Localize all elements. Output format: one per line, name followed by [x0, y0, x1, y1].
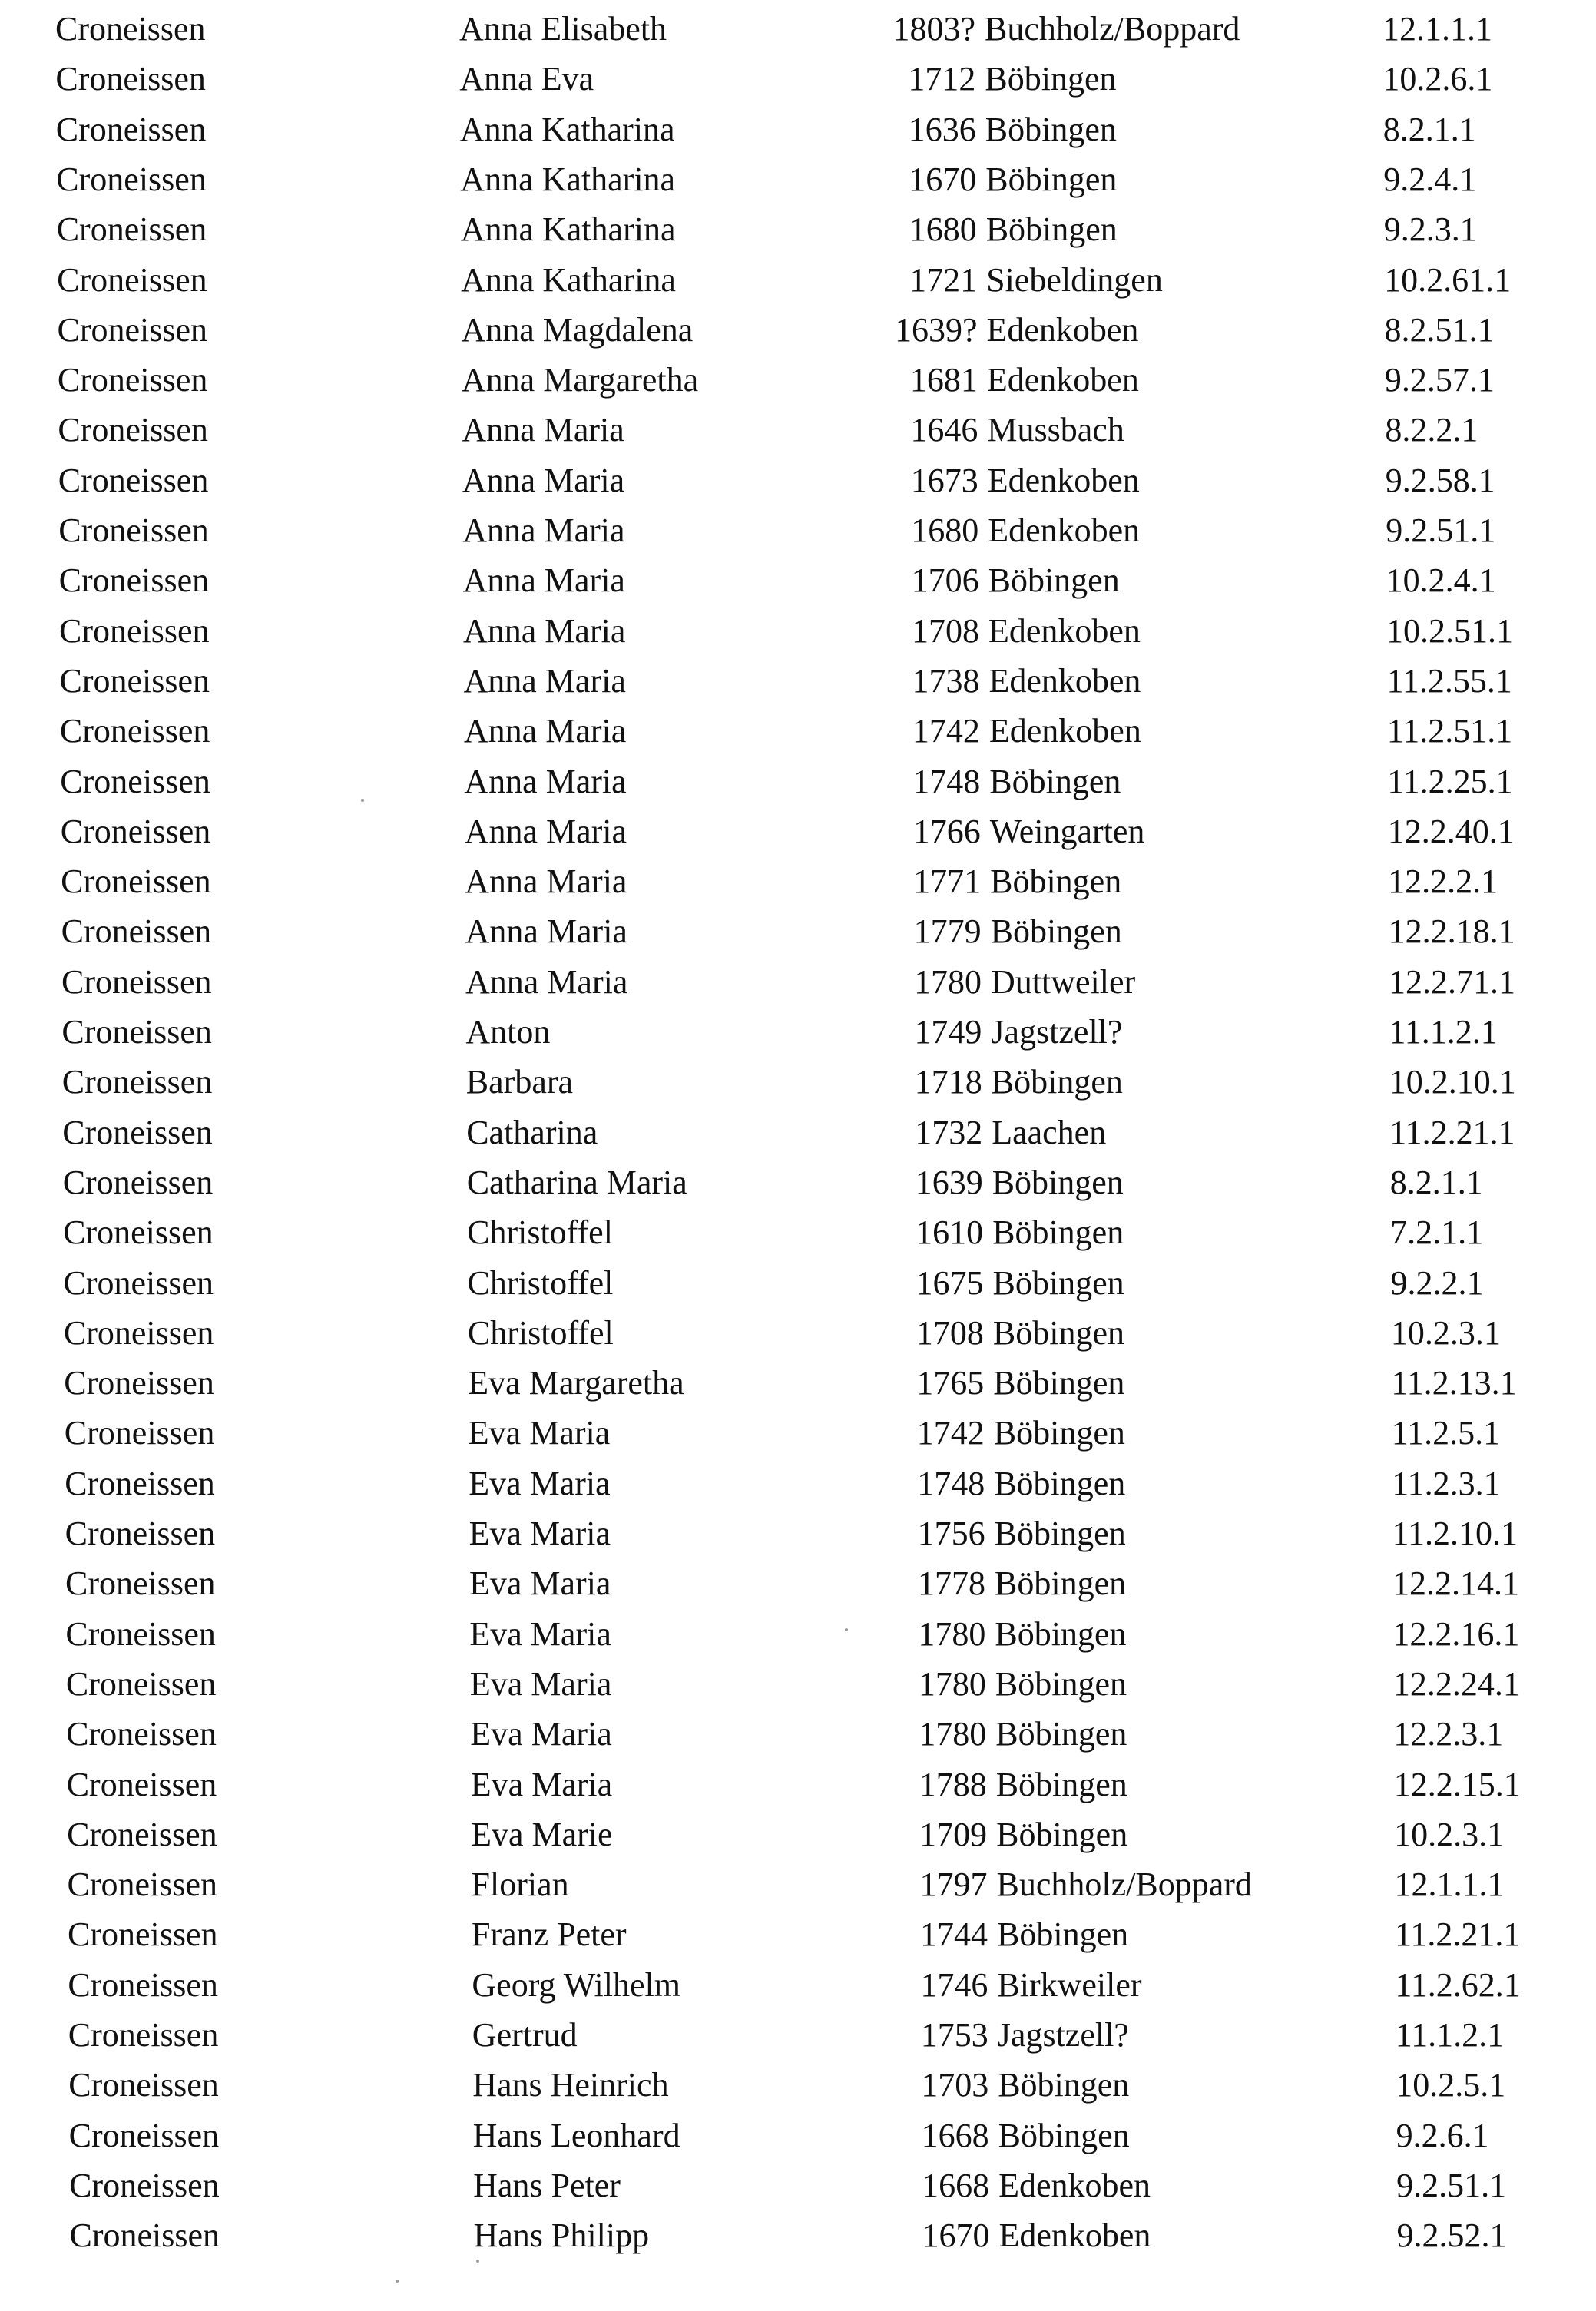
place-cell: Böbingen: [988, 561, 1120, 600]
surname-cell: Croneissen: [65, 1564, 216, 1603]
reference-code-cell: 8.2.1.1: [1389, 1163, 1483, 1201]
year-cell: 1675: [916, 1263, 984, 1302]
year-cell: 1771: [913, 862, 982, 901]
reference-code-cell: 12.1.1.1: [1382, 10, 1492, 48]
record-row: [10, 1509, 1596, 1558]
record-row: [7, 1058, 1596, 1107]
place-cell: Böbingen: [992, 1263, 1124, 1302]
year-cell: 1670: [922, 2217, 990, 2255]
reference-code-cell: 11.2.21.1: [1389, 1113, 1515, 1151]
surname-cell: Croneissen: [61, 862, 211, 901]
year-cell: 1673: [910, 461, 978, 499]
year-cell: 1742: [916, 1414, 985, 1452]
given-name-cell: Catharina: [466, 1113, 598, 1151]
place-cell: Buchholz/Boppard: [985, 10, 1240, 48]
given-name-cell: Eva Maria: [470, 1715, 612, 1753]
surname-cell: Croneissen: [63, 1263, 214, 1302]
reference-code-cell: 9.2.52.1: [1396, 2217, 1507, 2255]
reference-code-cell: 11.2.25.1: [1387, 762, 1513, 800]
surname-cell: Croneissen: [68, 1915, 218, 1954]
place-cell: Böbingen: [993, 1414, 1125, 1452]
reference-code-cell: 11.1.2.1: [1389, 1013, 1498, 1051]
surname-cell: Croneissen: [58, 411, 208, 449]
given-name-cell: Eva Maria: [469, 1614, 611, 1653]
record-row: [12, 1860, 1596, 1909]
place-cell: Böbingen: [998, 2066, 1130, 2104]
place-cell: Böbingen: [995, 1664, 1127, 1703]
place-cell: Böbingen: [985, 60, 1117, 98]
year-cell: 1680: [909, 210, 977, 249]
reference-code-cell: 11.2.51.1: [1386, 712, 1513, 750]
year-cell: 1738: [912, 661, 980, 700]
year-cell: 1780: [919, 1715, 987, 1753]
given-name-cell: Hans Leonhard: [472, 2116, 680, 2154]
year-cell: 1742: [912, 712, 980, 750]
record-row: [13, 2011, 1596, 2060]
place-cell: Edenkoben: [988, 661, 1141, 700]
place-cell: Siebeldingen: [986, 260, 1163, 299]
record-row: [6, 958, 1596, 1007]
year-cell: 1639?: [894, 310, 978, 349]
scan-speck: [361, 799, 364, 802]
surname-cell: Croneissen: [57, 310, 208, 349]
place-cell: Böbingen: [995, 1715, 1127, 1753]
reference-code-cell: 9.2.4.1: [1383, 160, 1477, 198]
reference-code-cell: 9.2.51.1: [1386, 512, 1496, 549]
surname-cell: Croneissen: [65, 1664, 217, 1703]
reference-code-cell: 10.2.6.1: [1382, 60, 1493, 98]
reference-code-cell: 11.2.13.1: [1391, 1364, 1517, 1402]
surname-cell: Croneissen: [63, 1213, 214, 1252]
place-cell: Edenkoben: [986, 310, 1139, 349]
record-row: [2, 306, 1596, 355]
year-cell: 1610: [916, 1213, 984, 1252]
record-row: [3, 456, 1596, 505]
year-cell: 1681: [909, 361, 978, 399]
surname-cell: Croneissen: [55, 10, 206, 48]
surname-cell: Croneissen: [64, 1414, 215, 1452]
year-cell: 1732: [915, 1113, 983, 1151]
reference-code-cell: 11.2.21.1: [1395, 1915, 1521, 1954]
place-cell: Böbingen: [994, 1515, 1126, 1552]
surname-cell: Croneissen: [65, 1515, 216, 1552]
given-name-cell: Anna Maria: [462, 561, 625, 600]
year-cell: 1668: [921, 2116, 989, 2154]
surname-cell: Croneissen: [60, 812, 211, 850]
given-name-cell: Anna Maria: [463, 661, 626, 700]
year-cell: 1766: [912, 812, 981, 850]
record-row: [2, 205, 1596, 254]
given-name-cell: Christoffel: [467, 1263, 614, 1302]
reference-code-cell: 12.2.40.1: [1387, 812, 1515, 850]
year-cell: 1748: [917, 1464, 985, 1502]
given-name-cell: Anna Margaretha: [461, 361, 699, 399]
reference-code-cell: 11.1.2.1: [1395, 2016, 1505, 2054]
place-cell: Böbingen: [992, 1313, 1125, 1352]
place-cell: Edenkoben: [986, 361, 1139, 399]
given-name-cell: Barbara: [465, 1063, 574, 1101]
surname-cell: Croneissen: [58, 512, 209, 549]
place-cell: Böbingen: [990, 912, 1122, 951]
record-row: [5, 657, 1596, 706]
year-cell: 1780: [914, 962, 982, 1001]
place-cell: Edenkoben: [998, 2217, 1151, 2255]
year-cell: 1748: [912, 762, 981, 800]
record-row: [12, 1810, 1596, 1859]
year-cell: 1721: [909, 260, 978, 299]
given-name-cell: Christoffel: [467, 1213, 613, 1252]
year-cell: 1708: [912, 611, 979, 650]
given-name-cell: Anna Maria: [462, 461, 625, 499]
reference-code-cell: 11.2.3.1: [1392, 1464, 1501, 1502]
surname-cell: Croneissen: [69, 2166, 220, 2204]
reference-code-cell: 12.2.18.1: [1388, 912, 1515, 951]
surname-cell: Croneissen: [68, 2066, 219, 2104]
record-row: [8, 1158, 1596, 1207]
surname-cell: Croneissen: [67, 1815, 217, 1853]
year-cell: 1668: [922, 2166, 990, 2204]
surname-cell: Croneissen: [68, 2016, 219, 2054]
given-name-cell: Eva Maria: [469, 1664, 612, 1703]
surname-cell: Croneissen: [58, 461, 209, 499]
year-cell: 1718: [914, 1063, 982, 1101]
place-cell: Duttweiler: [991, 962, 1136, 1001]
surname-cell: Croneissen: [61, 1063, 213, 1101]
place-cell: Böbingen: [994, 1464, 1126, 1502]
given-name-cell: Anna Elisabeth: [459, 10, 667, 48]
year-cell: 1744: [920, 1915, 988, 1954]
scan-speck: [396, 2280, 399, 2283]
reference-code-cell: 12.2.14.1: [1392, 1564, 1519, 1603]
record-row: [12, 1760, 1596, 1809]
record-row: [2, 406, 1596, 455]
reference-code-cell: 10.2.3.1: [1394, 1815, 1505, 1853]
given-name-cell: Eva Maria: [469, 1464, 611, 1502]
surname-cell: Croneissen: [66, 1765, 217, 1803]
year-cell: 1646: [910, 411, 978, 449]
reference-code-cell: 10.2.10.1: [1389, 1063, 1516, 1101]
record-row: [10, 1559, 1596, 1608]
record-row: [4, 607, 1596, 656]
record-row: [8, 1309, 1596, 1358]
place-cell: Edenkoben: [988, 512, 1141, 549]
given-name-cell: Anna Katharina: [459, 110, 675, 148]
given-name-cell: Anna Maria: [463, 712, 627, 750]
reference-code-cell: 10.2.5.1: [1396, 2066, 1506, 2104]
place-cell: Jagstzell?: [991, 1013, 1123, 1051]
place-cell: Böbingen: [992, 1213, 1124, 1252]
record-row: [3, 506, 1596, 555]
given-name-cell: Eva Maria: [469, 1515, 611, 1552]
year-cell: 1708: [916, 1313, 984, 1352]
given-name-cell: Eva Margaretha: [468, 1364, 684, 1402]
surname-cell: Croneissen: [60, 762, 210, 800]
reference-code-cell: 10.2.4.1: [1386, 561, 1496, 600]
year-cell: 1780: [918, 1664, 986, 1703]
place-cell: Edenkoben: [987, 461, 1140, 499]
reference-code-cell: 7.2.1.1: [1390, 1213, 1484, 1252]
reference-code-cell: 12.2.2.1: [1388, 862, 1498, 901]
surname-cell: Croneissen: [58, 561, 210, 600]
place-cell: Böbingen: [993, 1364, 1125, 1402]
reference-code-cell: 11.2.55.1: [1386, 661, 1512, 700]
record-row: [12, 1910, 1596, 1959]
given-name-cell: Eva Maria: [468, 1414, 611, 1452]
year-cell: 1765: [916, 1364, 985, 1402]
record-row: [14, 2161, 1596, 2210]
given-name-cell: Hans Peter: [473, 2166, 621, 2204]
record-row: [8, 1208, 1596, 1257]
record-row: [13, 2061, 1596, 2110]
place-cell: Weingarten: [989, 812, 1145, 850]
surname-cell: Croneissen: [59, 712, 210, 750]
surname-cell: Croneissen: [59, 611, 210, 650]
year-cell: 1703: [921, 2066, 989, 2104]
given-name-cell: Catharina Maria: [466, 1163, 687, 1201]
place-cell: Mussbach: [987, 411, 1124, 449]
record-row: [0, 5, 1596, 54]
given-name-cell: Anna Eva: [459, 60, 594, 98]
reference-code-cell: 12.2.16.1: [1392, 1614, 1520, 1653]
surname-cell: Croneissen: [56, 210, 207, 249]
place-cell: Buchholz/Boppard: [996, 1866, 1252, 1904]
given-name-cell: Anna Maria: [464, 762, 627, 800]
given-name-cell: Hans Heinrich: [472, 2066, 669, 2104]
place-cell: Jagstzell?: [997, 2016, 1129, 2054]
record-row: [2, 256, 1596, 305]
surname-cell: Croneissen: [61, 912, 212, 951]
record-row: [8, 1359, 1596, 1408]
surname-cell: Croneissen: [67, 1866, 218, 1904]
given-name-cell: Anna Maria: [465, 962, 628, 1001]
reference-code-cell: 10.2.61.1: [1384, 260, 1512, 299]
surname-cell: Croneissen: [62, 1163, 214, 1201]
given-name-cell: Anna Maria: [464, 812, 627, 850]
surname-cell: Croneissen: [69, 2217, 220, 2255]
reference-code-cell: 12.2.15.1: [1393, 1765, 1521, 1803]
place-cell: Böbingen: [996, 1815, 1128, 1853]
year-cell: 1778: [918, 1564, 985, 1603]
year-cell: 1639: [915, 1163, 983, 1201]
reference-code-cell: 9.2.51.1: [1396, 2166, 1507, 2204]
place-cell: Edenkoben: [998, 2166, 1151, 2204]
given-name-cell: Anna Maria: [462, 512, 625, 549]
record-row: [1, 105, 1596, 154]
record-row: [6, 907, 1596, 956]
year-cell: 1779: [913, 912, 982, 951]
year-cell: 1636: [908, 110, 976, 148]
record-row: [5, 857, 1596, 906]
surname-cell: Croneissen: [62, 1113, 213, 1151]
reference-code-cell: 12.2.3.1: [1393, 1715, 1504, 1753]
reference-code-cell: 12.2.24.1: [1392, 1664, 1520, 1703]
given-name-cell: Anna Katharina: [460, 160, 676, 198]
record-row: [1, 155, 1596, 204]
given-name-cell: Eva Maria: [469, 1564, 611, 1603]
record-row: [4, 556, 1596, 605]
place-cell: Böbingen: [985, 210, 1118, 249]
reference-code-cell: 11.2.62.1: [1395, 1965, 1521, 2004]
reference-code-cell: 8.2.2.1: [1385, 411, 1478, 449]
year-cell: 1788: [919, 1765, 987, 1803]
given-name-cell: Gertrud: [472, 2016, 578, 2054]
year-cell: 1709: [919, 1815, 988, 1853]
given-name-cell: Anna Katharina: [460, 210, 676, 249]
place-cell: Edenkoben: [988, 712, 1141, 750]
given-name-cell: Anna Maria: [465, 912, 627, 951]
place-cell: Böbingen: [989, 762, 1121, 800]
record-row: [5, 757, 1596, 806]
surname-cell: Croneissen: [65, 1464, 215, 1502]
surname-cell: Croneissen: [55, 60, 206, 98]
year-cell: 1680: [911, 512, 979, 549]
record-row: [11, 1660, 1596, 1709]
given-name-cell: Eva Maria: [470, 1765, 613, 1803]
surname-cell: Croneissen: [63, 1313, 214, 1352]
given-name-cell: Franz Peter: [472, 1915, 627, 1954]
given-name-cell: Florian: [471, 1866, 569, 1904]
record-row: [12, 1961, 1596, 2010]
place-cell: Laachen: [992, 1113, 1107, 1151]
surname-cell: Croneissen: [61, 1013, 212, 1051]
reference-code-cell: 10.2.3.1: [1390, 1313, 1501, 1352]
given-name-cell: Anna Magdalena: [461, 310, 694, 349]
place-cell: Birkweiler: [997, 1965, 1142, 2004]
reference-code-cell: 11.2.10.1: [1392, 1515, 1518, 1552]
surname-cell: Croneissen: [59, 661, 210, 700]
surname-cell: Croneissen: [68, 1965, 218, 2004]
surname-cell: Croneissen: [55, 110, 207, 148]
place-cell: Böbingen: [990, 862, 1122, 901]
given-name-cell: Anna Maria: [462, 411, 624, 449]
reference-code-cell: 9.2.2.1: [1390, 1263, 1484, 1302]
place-cell: Böbingen: [985, 160, 1118, 198]
surname-cell: Croneissen: [64, 1364, 214, 1402]
place-cell: Böbingen: [992, 1163, 1124, 1201]
year-cell: 1670: [909, 160, 977, 198]
surname-cell: Croneissen: [66, 1715, 217, 1753]
surname-cell: Croneissen: [57, 361, 208, 399]
record-row: [8, 1259, 1596, 1308]
given-name-cell: Anna Maria: [463, 611, 626, 650]
given-name-cell: Anna Maria: [465, 862, 627, 901]
surname-cell: Croneissen: [56, 160, 207, 198]
place-cell: Böbingen: [998, 2116, 1130, 2154]
record-row: [15, 2211, 1596, 2260]
place-cell: Böbingen: [997, 1915, 1129, 1954]
reference-code-cell: 12.1.1.1: [1394, 1866, 1505, 1904]
record-row: [11, 1710, 1596, 1759]
surname-cell: Croneissen: [65, 1614, 216, 1653]
year-cell: 1706: [911, 561, 979, 600]
given-name-cell: Anna Katharina: [461, 260, 676, 299]
scan-speck: [476, 2260, 479, 2263]
record-row: [10, 1610, 1596, 1659]
reference-code-cell: 9.2.6.1: [1396, 2116, 1489, 2154]
reference-code-cell: 10.2.51.1: [1386, 611, 1513, 650]
surname-cell: Croneissen: [61, 962, 212, 1001]
surname-cell: Croneissen: [57, 260, 207, 299]
place-cell: Böbingen: [995, 1614, 1127, 1653]
record-row: [7, 1108, 1596, 1157]
reference-code-cell: 9.2.57.1: [1384, 361, 1495, 399]
reference-code-cell: 9.2.3.1: [1383, 210, 1477, 249]
record-row: [6, 1008, 1596, 1057]
place-cell: Böbingen: [995, 1765, 1127, 1803]
year-cell: 1803?: [892, 10, 975, 48]
year-cell: 1753: [920, 2016, 988, 2054]
given-name-cell: Christoffel: [467, 1313, 614, 1352]
year-cell: 1780: [918, 1614, 986, 1653]
year-cell: 1746: [920, 1965, 988, 2004]
year-cell: 1749: [914, 1013, 982, 1051]
record-row: [9, 1409, 1596, 1458]
given-name-cell: Georg Wilhelm: [472, 1965, 680, 2004]
reference-code-cell: 8.2.1.1: [1382, 110, 1476, 148]
surname-cell: Croneissen: [68, 2116, 220, 2154]
given-name-cell: Hans Philipp: [473, 2217, 650, 2255]
record-row: [9, 1459, 1596, 1508]
record-row: [2, 356, 1596, 405]
given-name-cell: Anton: [465, 1013, 551, 1051]
record-row: [5, 807, 1596, 856]
year-cell: 1797: [919, 1866, 988, 1904]
reference-code-cell: 8.2.51.1: [1384, 310, 1495, 349]
record-row: [5, 707, 1596, 756]
reference-code-cell: 9.2.58.1: [1385, 461, 1495, 499]
given-name-cell: Eva Marie: [471, 1815, 613, 1853]
reference-code-cell: 12.2.71.1: [1389, 962, 1515, 1001]
year-cell: 1756: [917, 1515, 985, 1552]
scan-speck: [845, 1628, 848, 1631]
reference-code-cell: 11.2.5.1: [1391, 1414, 1501, 1452]
place-cell: Böbingen: [985, 110, 1117, 148]
place-cell: Böbingen: [991, 1063, 1123, 1101]
place-cell: Edenkoben: [988, 611, 1141, 650]
year-cell: 1712: [908, 60, 976, 98]
record-row: [14, 2111, 1596, 2160]
record-row: [0, 55, 1596, 104]
place-cell: Böbingen: [995, 1564, 1127, 1603]
